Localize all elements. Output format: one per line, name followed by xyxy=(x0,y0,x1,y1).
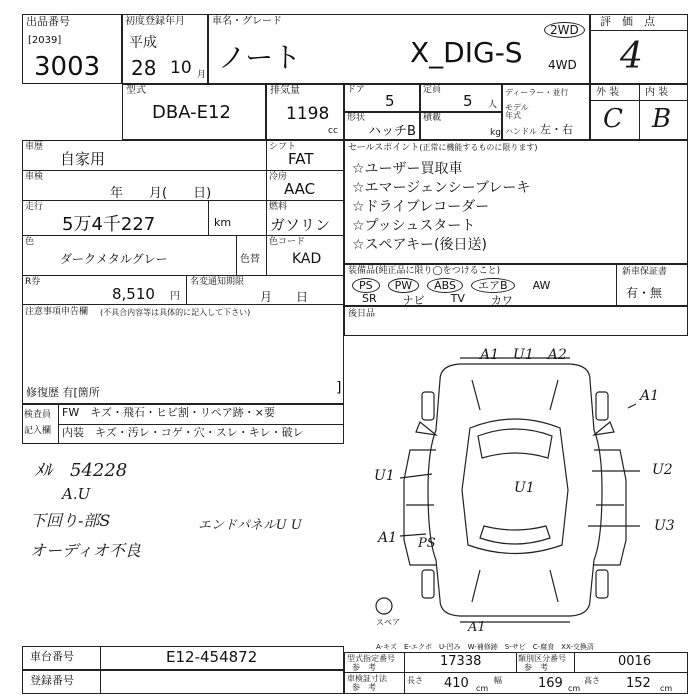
use-label: 車歴 xyxy=(25,142,44,152)
kg-unit: kg xyxy=(490,128,501,138)
equip-ps: PS xyxy=(352,278,380,293)
color-change-label: 色替 xyxy=(240,254,260,265)
repair-label: 修復歴 有[箇所 xyxy=(26,386,100,399)
lot-label: 出品番号 xyxy=(26,15,70,28)
interior-grade: B xyxy=(652,104,672,134)
equip-tv: TV xyxy=(450,292,465,305)
equipment-title: 装備品(純正品に限り◯をつけること) xyxy=(348,266,501,276)
color-code-label: 色コード xyxy=(269,237,306,247)
month-unit: 月 xyxy=(197,70,207,80)
drive-2wd: 2WD xyxy=(544,22,585,38)
width-unit: cm xyxy=(568,684,581,693)
inspection-label: 車検 xyxy=(25,172,44,182)
selling-item: ☆プッシュスタート xyxy=(352,218,476,234)
drive-4wd: 4WD xyxy=(548,58,577,72)
lot-sub: [2039] xyxy=(28,35,62,46)
selling-item: ☆スペアキー(後日送) xyxy=(352,237,487,253)
mark-right-low: U3 xyxy=(654,518,675,534)
selling-item: ☆ドライブレコーダー xyxy=(352,199,490,215)
hand-note-4: オーディオ不良 xyxy=(30,541,141,560)
ac: AAC xyxy=(284,180,316,198)
yen-unit: 円 xyxy=(170,291,180,302)
km-unit: km xyxy=(214,216,232,229)
chassis-number: E12-454872 xyxy=(166,648,258,666)
fuel: ガソリン xyxy=(270,216,331,234)
equip-navi: ナビ xyxy=(402,294,425,307)
shape-label: 形状 xyxy=(347,113,366,123)
repair-end: ] xyxy=(336,380,342,396)
mark-left-low: A1 xyxy=(378,530,398,546)
interior-label: 内 装 xyxy=(645,87,669,98)
color-label: 色 xyxy=(25,237,35,247)
shift: FAT xyxy=(288,150,314,168)
recycle: 8,510 xyxy=(112,285,155,303)
inspection: 年 月( 日) xyxy=(110,186,212,201)
shape: ハッチB xyxy=(368,124,416,139)
fuel-label: 燃料 xyxy=(269,202,288,212)
mark-front-left: PS xyxy=(418,536,436,551)
equip-airbag: エアB xyxy=(471,278,515,293)
model-year-label: モデル年式 xyxy=(505,103,529,120)
mark-left: U1 xyxy=(374,468,395,484)
era: 平成 xyxy=(129,35,157,51)
inspector-fw: FW キズ・飛石・ヒビ割・リペア跡・×要 xyxy=(62,406,275,419)
class-label: 類別区分番号 xyxy=(518,654,566,663)
hand-note-3: 下回り-部S xyxy=(30,511,111,530)
width: 169 xyxy=(538,676,563,691)
height-unit: cm xyxy=(660,684,673,693)
mileage-label: 走行 xyxy=(25,202,44,212)
name-change-label: 名変通知期限 xyxy=(190,277,245,287)
first-reg-label: 初度登録年月 xyxy=(125,16,185,27)
name-change: 月 日 xyxy=(260,290,309,304)
height: 152 xyxy=(626,676,651,691)
size-sub: 参 考 xyxy=(352,683,376,692)
equip-sr: SR xyxy=(362,292,377,305)
type-no: 17338 xyxy=(440,654,482,669)
equipment-row1 xyxy=(352,278,614,293)
inspector-label1: 検査員 xyxy=(24,410,52,420)
cc-unit: cc xyxy=(328,126,338,136)
exterior-label: 外 装 xyxy=(596,87,620,98)
door-label: ドア xyxy=(347,85,365,95)
warranty-label: 新車保証書 xyxy=(622,267,668,277)
inspector-int: 内装 キズ・汚レ・コゲ・穴・スレ・キレ・破レ xyxy=(62,426,304,439)
ac-label: 冷房 xyxy=(269,172,288,182)
mileage: 5万4千227 xyxy=(62,214,156,235)
selling-title-sub: (正常に機能するものに限ります) xyxy=(419,143,538,152)
reg-label: 登録番号 xyxy=(30,674,74,687)
length: 410 xyxy=(444,676,469,691)
notes-sub: (不具合内容等は具体的に記入して下さい) xyxy=(100,308,251,317)
mark-top: A1 U1 A2 xyxy=(480,347,567,363)
class-no: 0016 xyxy=(618,654,652,669)
equip-leather: カワ xyxy=(490,294,513,307)
model: DBA-E12 xyxy=(152,102,231,123)
displacement-label: 排気量 xyxy=(270,85,300,96)
equip-abs: ABS xyxy=(427,278,463,293)
car-name-label: 車名・グレード xyxy=(212,16,282,27)
rear-items-box xyxy=(344,306,688,336)
hand-note-3b: エンドパネルU U xyxy=(198,518,302,533)
damage-legend: A-キズ E-エクボ U-凹み W-補修跡 S-サビ C-腐食 XX-交換済 xyxy=(376,643,594,651)
person-unit: 人 xyxy=(488,100,498,110)
mark-right-top: A1 xyxy=(640,388,660,404)
selling-title-main: セールスポイント xyxy=(348,143,420,153)
load-label: 積載 xyxy=(423,113,442,123)
hand-note-1: ﾒﾙ 54228 xyxy=(34,460,128,481)
handle-label: ハンドル xyxy=(505,127,537,136)
use: 自家用 xyxy=(60,150,106,168)
selling-item: ☆ユーザー買取車 xyxy=(352,161,463,177)
recycle-label: R券 xyxy=(25,277,41,287)
class-sub: 参 考 xyxy=(524,663,548,672)
spare-label: スペア xyxy=(376,618,400,627)
equip-pw: PW xyxy=(388,278,420,293)
selling-list xyxy=(352,160,530,255)
selling-title xyxy=(348,143,537,153)
width-label: 幅 xyxy=(494,676,502,685)
handle: 左・右 xyxy=(540,123,573,136)
mark-bottom: A1 xyxy=(468,620,486,635)
grade: X_DIG-S xyxy=(410,36,523,69)
rating-value: 4 xyxy=(620,36,643,77)
capacity: 5 xyxy=(463,92,473,110)
type-no-sub: 参 考 xyxy=(352,663,376,672)
reg-month: 10 xyxy=(170,58,192,78)
type-no-label: 型式指定番号 xyxy=(347,654,395,663)
displacement: 1198 xyxy=(286,104,330,124)
rating-label: 評 価 点 xyxy=(600,15,655,28)
model-label: 型式 xyxy=(126,85,146,96)
hand-note-2: A.U xyxy=(62,485,91,503)
height-label: 高さ xyxy=(584,676,600,685)
dealer-label: ディーラー・並行 xyxy=(505,88,569,97)
car-name: ノート xyxy=(218,41,302,74)
notes-label: 注意事項申告欄 xyxy=(25,307,89,317)
length-label: 長さ xyxy=(407,676,423,685)
mark-center: U1 xyxy=(514,480,535,496)
chassis-label: 車台番号 xyxy=(30,650,74,663)
equip-aw: AW xyxy=(532,279,551,292)
inspector-label2: 記入欄 xyxy=(24,426,52,436)
exterior-grade: C xyxy=(603,104,623,134)
color-code: KAD xyxy=(292,251,322,267)
mark-right-mid: U2 xyxy=(652,462,673,478)
doors: 5 xyxy=(385,92,395,110)
rear-items-label: 後日品 xyxy=(348,309,376,319)
shift-label: シフト xyxy=(269,142,297,152)
reg-year: 28 xyxy=(131,56,157,80)
size-label: 車検証寸法 xyxy=(347,674,387,683)
length-unit: cm xyxy=(476,684,489,693)
lot-number: 3003 xyxy=(34,52,101,82)
capacity-label: 定員 xyxy=(423,85,442,95)
selling-item: ☆エマージェンシーブレーキ xyxy=(352,180,531,196)
color: ダークメタルグレー xyxy=(60,252,168,266)
warranty: 有・無 xyxy=(626,286,663,300)
